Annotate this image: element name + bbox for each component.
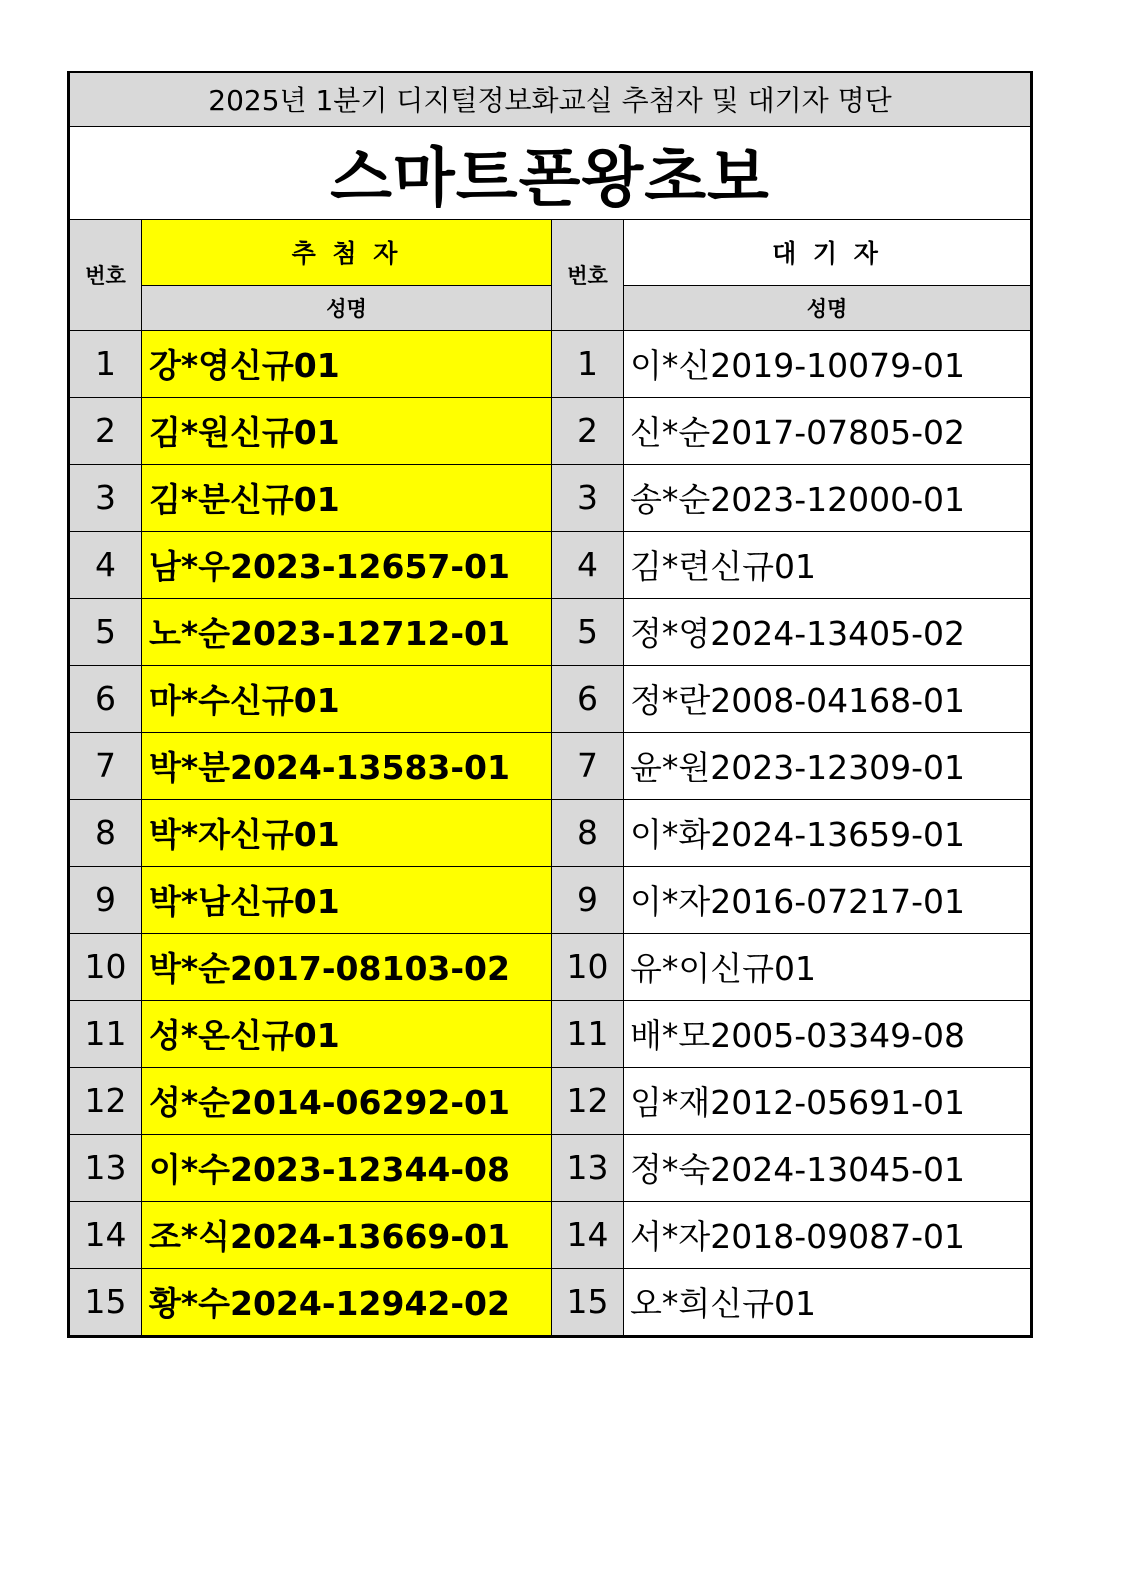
waiting-name-cell: 정*숙2024-13045-01 — [624, 1134, 1031, 1201]
winner-number-cell: 2 — [70, 397, 142, 464]
winner-number-cell: 3 — [70, 464, 142, 531]
waiting-name-cell: 정*영2024-13405-02 — [624, 598, 1031, 665]
table-row — [70, 866, 1031, 933]
waiting-number-cell: 8 — [552, 799, 624, 866]
winner-number-cell: 13 — [70, 1134, 142, 1201]
table-row — [70, 531, 1031, 598]
winner-number-cell: 6 — [70, 665, 142, 732]
document-title: 스마트폰왕초보 — [70, 126, 1031, 219]
table-row — [70, 464, 1031, 531]
winners-header: 추 첨 자 — [142, 219, 552, 285]
document-subtitle: 2025년 1분기 디지털정보화교실 추첨자 및 대기자 명단 — [70, 73, 1031, 126]
waiting-number-cell: 12 — [552, 1067, 624, 1134]
number-header-right: 번호 — [552, 219, 624, 330]
waiting-header: 대 기 자 — [624, 219, 1031, 285]
winner-name-cell: 조*식2024-13669-01 — [142, 1201, 552, 1268]
winner-name-cell: 강*영신규01 — [142, 330, 552, 397]
waiting-number-cell: 7 — [552, 732, 624, 799]
waiting-number-cell: 1 — [552, 330, 624, 397]
waiting-name-cell: 이*신2019-10079-01 — [624, 330, 1031, 397]
waiting-name-cell: 윤*원2023-12309-01 — [624, 732, 1031, 799]
table-row — [70, 799, 1031, 866]
winner-number-cell: 11 — [70, 1000, 142, 1067]
waiting-name-cell: 정*란2008-04168-01 — [624, 665, 1031, 732]
waiting-name-cell: 송*순2023-12000-01 — [624, 464, 1031, 531]
waiting-name-cell: 이*화2024-13659-01 — [624, 799, 1031, 866]
table-row — [70, 1268, 1031, 1335]
winner-number-cell: 15 — [70, 1268, 142, 1335]
winner-name-cell: 박*분2024-13583-01 — [142, 732, 552, 799]
winner-name-cell: 박*남신규01 — [142, 866, 552, 933]
winner-name-cell: 박*순2017-08103-02 — [142, 933, 552, 1000]
waiting-number-cell: 15 — [552, 1268, 624, 1335]
table-row — [70, 330, 1031, 397]
waiting-name-cell: 김*련신규01 — [624, 531, 1031, 598]
table-row — [70, 1000, 1031, 1067]
winner-name-cell: 마*수신규01 — [142, 665, 552, 732]
header-row-bottom — [70, 285, 1031, 330]
waiting-name-cell: 유*이신규01 — [624, 933, 1031, 1000]
header-row-top — [70, 219, 1031, 285]
waiting-number-cell: 2 — [552, 397, 624, 464]
waiting-name-cell: 오*희신규01 — [624, 1268, 1031, 1335]
table-row — [70, 397, 1031, 464]
waiting-number-cell: 4 — [552, 531, 624, 598]
winner-number-cell: 12 — [70, 1067, 142, 1134]
winner-name-cell: 성*온신규01 — [142, 1000, 552, 1067]
roster-sheet — [67, 71, 1033, 1338]
winner-number-cell: 9 — [70, 866, 142, 933]
roster-table — [69, 73, 1031, 1336]
winner-number-cell: 5 — [70, 598, 142, 665]
waiting-number-cell: 11 — [552, 1000, 624, 1067]
waiting-number-cell: 6 — [552, 665, 624, 732]
winner-number-cell: 14 — [70, 1201, 142, 1268]
table-row — [70, 933, 1031, 1000]
winner-name-cell: 황*수2024-12942-02 — [142, 1268, 552, 1335]
waiting-number-cell: 10 — [552, 933, 624, 1000]
winner-name-cell: 남*우2023-12657-01 — [142, 531, 552, 598]
winner-name-cell: 박*자신규01 — [142, 799, 552, 866]
waiting-name-cell: 서*자2018-09087-01 — [624, 1201, 1031, 1268]
table-row — [70, 1067, 1031, 1134]
winner-name-cell: 이*수2023-12344-08 — [142, 1134, 552, 1201]
winner-number-cell: 8 — [70, 799, 142, 866]
winner-number-cell: 10 — [70, 933, 142, 1000]
waiting-name-cell: 임*재2012-05691-01 — [624, 1067, 1031, 1134]
name-header-left: 성명 — [142, 285, 552, 330]
waiting-name-cell: 신*순2017-07805-02 — [624, 397, 1031, 464]
waiting-number-cell: 9 — [552, 866, 624, 933]
waiting-number-cell: 13 — [552, 1134, 624, 1201]
waiting-number-cell: 3 — [552, 464, 624, 531]
winner-name-cell: 성*순2014-06292-01 — [142, 1067, 552, 1134]
table-row — [70, 665, 1031, 732]
winner-name-cell: 노*순2023-12712-01 — [142, 598, 552, 665]
title-row — [70, 126, 1031, 219]
subtitle-row — [70, 73, 1031, 126]
waiting-number-cell: 5 — [552, 598, 624, 665]
waiting-name-cell: 이*자2016-07217-01 — [624, 866, 1031, 933]
table-row — [70, 1134, 1031, 1201]
winner-number-cell: 4 — [70, 531, 142, 598]
table-row — [70, 732, 1031, 799]
waiting-number-cell: 14 — [552, 1201, 624, 1268]
winner-number-cell: 7 — [70, 732, 142, 799]
winner-name-cell: 김*원신규01 — [142, 397, 552, 464]
table-row — [70, 598, 1031, 665]
winner-number-cell: 1 — [70, 330, 142, 397]
winner-name-cell: 김*분신규01 — [142, 464, 552, 531]
name-header-right: 성명 — [624, 285, 1031, 330]
waiting-name-cell: 배*모2005-03349-08 — [624, 1000, 1031, 1067]
table-row — [70, 1201, 1031, 1268]
number-header-left: 번호 — [70, 219, 142, 330]
